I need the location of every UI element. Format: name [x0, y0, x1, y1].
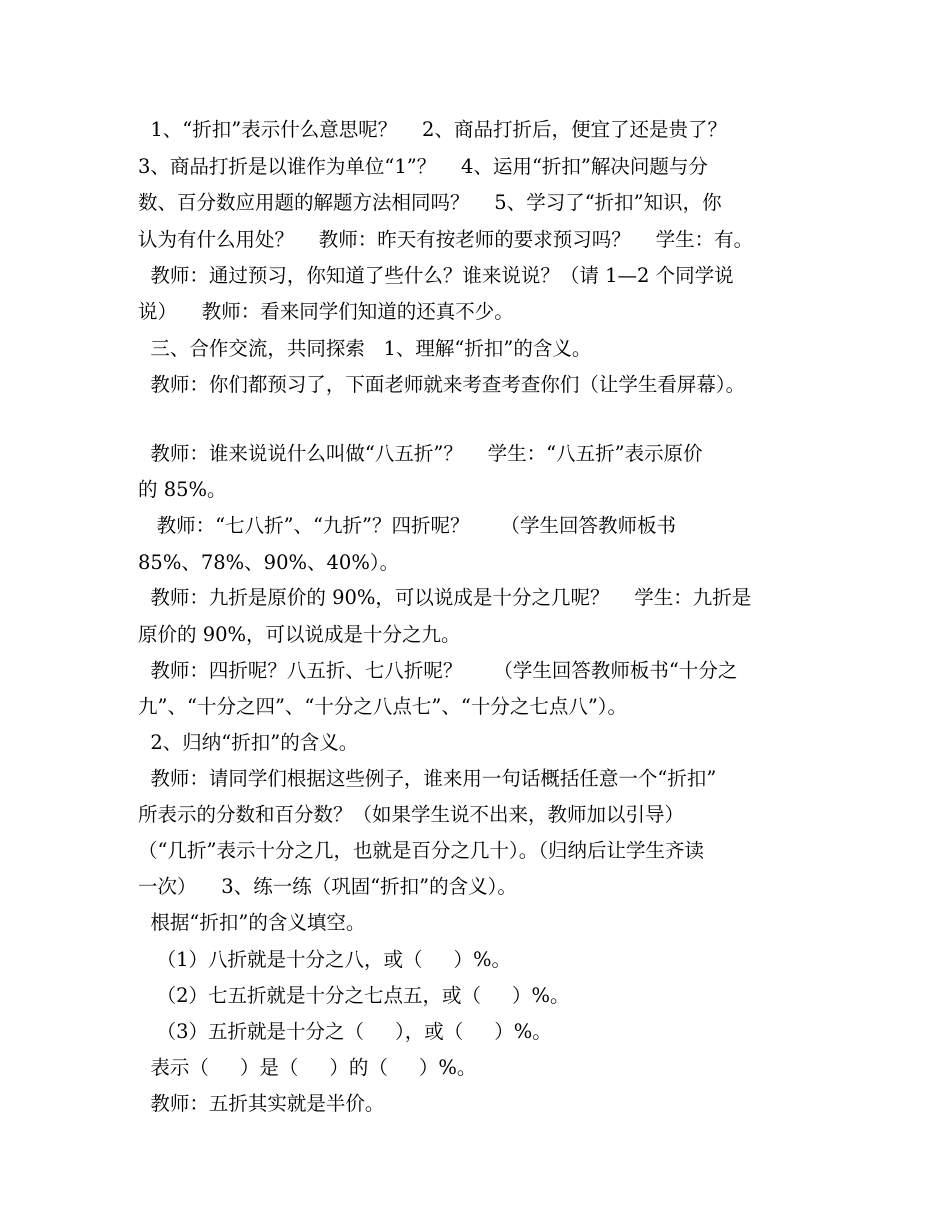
text-line: 3、商品打折是以谁作为单位“1”？ 4、运用“折扣”解决问题与分: [138, 155, 708, 178]
text-line: 所表示的分数和百分数？（如果学生说不出来，教师加以引导）: [138, 803, 685, 826]
text-line: 教师：九折是原价的 90%，可以说成是十分之几呢？ 学生：九折是: [138, 586, 752, 609]
text-line: 认为有什么用处？ 教师：昨天有按老师的要求预习吗？ 学生：有。: [138, 228, 754, 251]
text-line: 教师：谁来说说什么叫做“八五折”？ 学生：“八五折”表示原价: [138, 442, 703, 465]
text-line: 教师：请同学们根据这些例子，谁来用一句话概括任意一个“折扣”: [138, 767, 717, 790]
text-line: 的 85%。: [138, 478, 227, 501]
text-line: 教师：通过预习，你知道了些什么？谁来说说？（请 1—2 个同学说: [138, 264, 734, 287]
text-line: 说） 教师：看来同学们知道的还真不少。: [138, 300, 514, 323]
text-line: 三、合作交流，共同探索 1、理解“折扣”的含义。: [138, 337, 592, 360]
text-line: （3）五折就是十分之（ ），或（ ）%。: [138, 1020, 552, 1043]
text-line: 教师：四折呢？八五折、七八折呢？ （学生回答教师板书“十分之: [138, 659, 738, 682]
text-line: 原价的 90%，可以说成是十分之九。: [138, 623, 461, 646]
text-line: 九”、“十分之四”、“十分之八点七”、“十分之七点八”）。: [138, 695, 628, 718]
text-line: 教师：你们都预习了，下面老师就来考查考查你们（让学生看屏幕）。: [138, 373, 746, 396]
text-line: 85%、78%、90%、40%）。: [138, 551, 400, 574]
text-line: 数、百分数应用题的解题方法相同吗？ 5、学习了“折扣”知识，你: [138, 191, 722, 214]
text-line: 表示（ ）是（ ）的（ ）%。: [138, 1056, 477, 1079]
text-line: （“几折”表示十分之几，也就是百分之几十）。（归纳后让学生齐读: [138, 839, 704, 862]
text-line: 2、归纳“折扣”的含义。: [138, 731, 359, 754]
text-line: 教师：五折其实就是半价。: [138, 1092, 385, 1115]
text-line: 一次） 3、练一练（巩固“折扣”的含义）。: [138, 875, 517, 898]
text-line: （1）八折就是十分之八，或（ ）%。: [138, 948, 512, 971]
text-line: 1、“折扣”表示什么意思呢？ 2、商品打折后，便宜了还是贵了？: [138, 118, 727, 141]
text-line: （2）七五折就是十分之七点五，或（ ）%。: [138, 984, 570, 1007]
text-line: 教师：“七八折”、“九折”？四折呢？ （学生回答教师板书: [138, 514, 676, 537]
text-line: 根据“折扣”的含义填空。: [138, 911, 366, 934]
